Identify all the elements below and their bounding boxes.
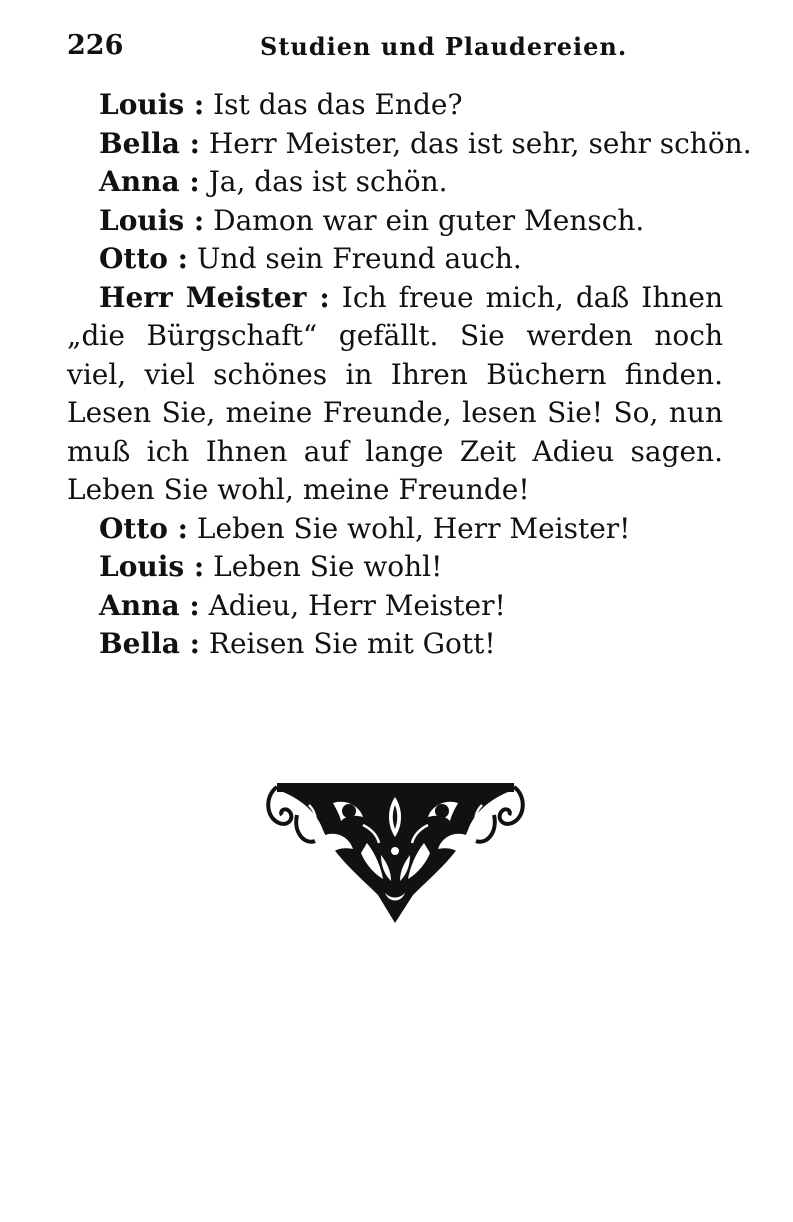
dialogue-text: Damon war ein guter Mensch. [204,203,645,237]
speech-paragraph [67,279,723,510]
speaker-label: Bella : [99,627,200,660]
tailpiece-ornament-icon [263,775,528,930]
speaker-label: Herr Meister : [99,280,330,314]
speaker-label: Louis : [99,550,205,583]
dialogue-line [67,202,723,241]
dialogue-line [67,86,723,125]
dialogue-text: Reisen Sie mit Gott! [199,627,496,660]
speech-text: Ich freue mich, daß Ihnen „die Bürgschaft“ gefällt. Sie werden noch viel, viel schönes in Ihren Büchern finden. Lesen Sie, meine Freunde, lesen Sie! So, nun muß ich Ihnen auf lange Zeit Adieu sagen. Leben Sie wohl, meine Freunde! [67,280,723,506]
dialogue-text: Leben Sie wohl! [204,550,443,583]
speaker-label: Louis : [99,203,205,237]
speaker-label: Anna : [99,588,200,622]
page-header [67,30,723,70]
dialogue-line [67,587,723,626]
dialogue-text: Herr Meister, das ist sehr, sehr schön. [199,126,752,160]
dialogue-line [67,125,752,164]
speaker-label: Otto : [99,242,189,275]
page-number: 226 [67,30,124,61]
speaker-label: Otto : [99,511,189,545]
dialogue-text: Adieu, Herr Meister! [199,588,506,622]
dialogue-text: Ist das das Ende? [204,88,463,121]
speaker-label: Louis : [99,88,205,121]
running-title: Studien und Plaudereien. [260,32,628,61]
dialogue-line [67,240,723,279]
dialogue-line [67,625,723,664]
speaker-label: Bella : [99,126,200,160]
dialogue-text: Ja, das ist schön. [199,165,448,198]
page-body [67,86,752,664]
dialogue-line [67,548,723,587]
speaker-label: Anna : [99,165,200,198]
dialogue-text: Und sein Freund auch. [188,242,522,275]
dialogue-line [67,510,723,549]
dialogue-line [67,163,723,202]
dialogue-text: Leben Sie wohl, Herr Meister! [188,511,631,545]
